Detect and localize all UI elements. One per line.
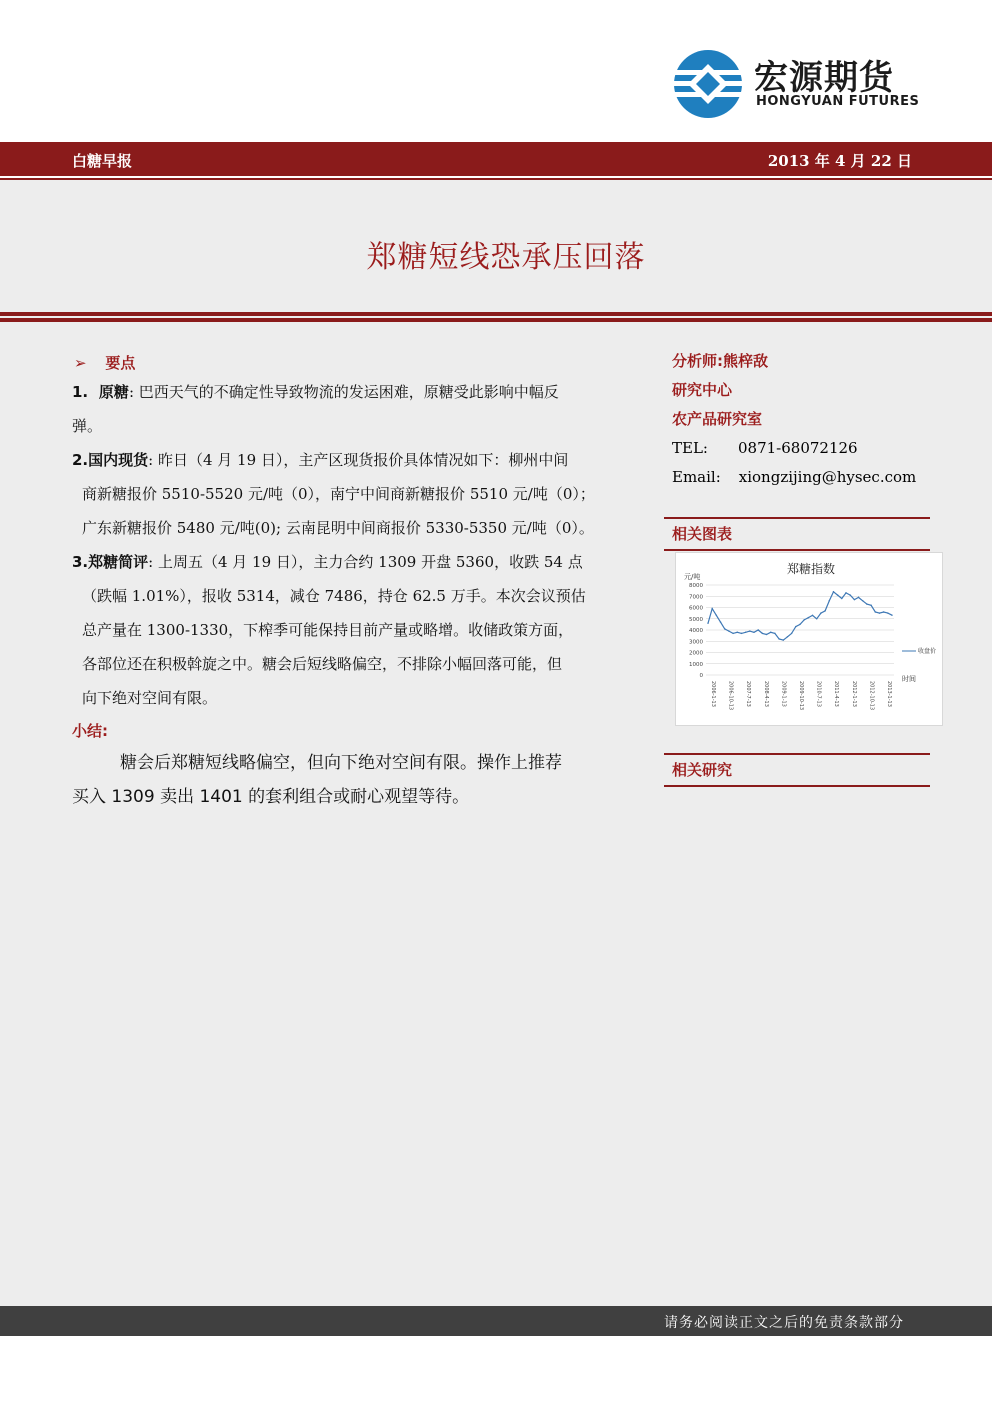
chart-data-point — [749, 630, 750, 631]
point-text: 向下绝对空间有限。 — [82, 689, 218, 707]
chart-data-point — [757, 629, 758, 630]
chart-data-point — [791, 633, 792, 634]
chart-x-tick-label: 2006-10-13 — [727, 681, 734, 711]
chart-x-tick-label: 2006-1-13 — [710, 681, 716, 707]
chart-data-point — [862, 600, 863, 601]
chart-data-point — [879, 612, 880, 613]
chart-data-point — [849, 594, 850, 595]
chart-data-point — [766, 634, 767, 635]
chart-x-tick-label: 2009-1-13 — [780, 681, 787, 707]
summary-heading — [72, 714, 642, 748]
chart-gridlines — [706, 585, 894, 675]
chart-y-tick-label: 0 — [699, 673, 703, 679]
point-text: 总产量在 1300-1330，下榨季可能保持目前产量或略增。收储政策方面， — [82, 621, 574, 639]
chart-x-tick-label: 2012-1-13 — [850, 681, 857, 707]
chart-data-point — [870, 605, 871, 606]
point-text: : 昨日（4 月 19 日），主产区现货报价具体情况如下：柳州中间 — [148, 451, 569, 469]
chart-data-point — [762, 633, 763, 634]
chart-data-point — [816, 618, 817, 619]
chart-data-point — [770, 632, 771, 633]
summary-line: 买入 1309 卖出 1401 的套利组合或耐心观望等待。 — [72, 787, 470, 807]
research-dept: 农产品研究室 — [672, 410, 763, 428]
research-center: 研究中心 — [672, 381, 733, 399]
report-title: 郑糖短线恐承压回落 — [366, 240, 646, 275]
chart-data-point — [720, 621, 721, 622]
bullet-arrow-icon: ➢ — [74, 354, 87, 372]
point-domestic-spot — [72, 443, 642, 545]
point-text: 各部位还在积极斡旋之中。糖会后短线略偏空，不排除小幅回落可能，但 — [82, 655, 563, 673]
chart-data-point — [774, 633, 775, 634]
disclaimer-footer — [0, 1306, 992, 1336]
point-number: 2. — [72, 451, 89, 469]
point-zhengzhou-review — [72, 545, 642, 715]
report-header-bar — [0, 142, 992, 176]
email-label: Email: — [672, 468, 721, 486]
point-label: 郑糖简评 — [88, 553, 149, 571]
chart-data-point — [866, 603, 867, 604]
chart-x-tick-label: 2011-4-13 — [833, 681, 840, 707]
chart-data-point — [841, 598, 842, 599]
point-text: : 上周五（4 月 19 日），主力合约 1309 开盘 5360，收跌 54 点 — [148, 553, 583, 571]
point-text: 商新糖报价 5510-5520 元/吨（0），南宁中间商新糖报价 5510 元/吨（0）； — [82, 485, 595, 503]
chart-data-point — [812, 615, 813, 616]
chart-data-point — [858, 597, 859, 598]
chart-data-point — [887, 612, 888, 613]
chart-data-point — [803, 619, 804, 620]
tel-label: TEL: — [672, 439, 708, 457]
chart-data-point — [799, 624, 800, 625]
chart-data-point — [745, 632, 746, 633]
chart-y-tick-label: 8000 — [689, 583, 703, 589]
chart-data-point — [875, 611, 876, 612]
logo-icon — [672, 48, 744, 120]
point-text: 弹。 — [72, 417, 103, 435]
chart-y-ticks — [689, 583, 704, 679]
point-number: 1. — [72, 383, 89, 401]
chart-data-point — [854, 599, 855, 600]
chart-x-axis-label: 时间 — [902, 675, 916, 683]
chart-data-point — [732, 633, 733, 634]
tel-value: 0871-68072126 — [737, 439, 858, 457]
summary-label: 小结: — [72, 722, 108, 740]
chart-data-point — [883, 611, 884, 612]
analyst-name: 分析师:熊梓敌 — [672, 352, 768, 370]
chart-data-point — [891, 615, 892, 616]
chart-data-point — [753, 632, 754, 633]
related-research-label: 相关研究 — [672, 761, 733, 779]
report-date: 2013 年 4 月 22 日 — [767, 152, 912, 170]
point-label: 国内现货 — [88, 451, 149, 469]
chart-x-tick-label: 2012-10-13 — [868, 681, 875, 711]
chart-data-point — [741, 633, 742, 634]
chart-data-point — [707, 623, 708, 624]
point-text: 广东新糖报价 5480 元/吨(0); 云南昆明中间商报价 5330-5350 元/吨（0）。 — [82, 519, 594, 537]
chart-data-point — [845, 592, 846, 593]
chart-x-ticks — [710, 681, 892, 710]
point-text: （跌幅 1.01%），报收 5314，减仓 7486，持仓 62.5 万手。本次会议预估 — [82, 587, 586, 605]
chart-data-point — [737, 632, 738, 633]
chart-y-tick-label: 6000 — [689, 605, 703, 612]
point-text: : 巴西天气的不确定性导致物流的发运困难，原糖受此影响中幅反 — [128, 383, 559, 401]
chart-data-point — [711, 608, 712, 609]
chart-y-tick-label: 7000 — [689, 594, 703, 601]
disclaimer-text[interactable]: 请务必阅读正文之后的免责条款部分 — [664, 1315, 904, 1331]
chart-y-tick-label: 2000 — [689, 650, 703, 657]
logo-text-en: HONGYUAN FUTURES — [756, 94, 920, 109]
chart-y-tick-label: 4000 — [689, 628, 703, 634]
chart-data-point — [833, 591, 834, 592]
summary-text — [72, 746, 642, 814]
summary-line: 糖会后郑糖短线略偏空，但向下绝对空间有限。操作上推荐 — [120, 753, 562, 773]
chart-x-tick-label: 2009-10-13 — [798, 681, 804, 711]
email-value[interactable]: xiongzijing@hysec.com — [738, 468, 917, 486]
key-points-label: 要点 — [105, 354, 136, 372]
chart-x-tick-label: 2013-1-13 — [886, 681, 892, 707]
report-type: 白糖早报 — [72, 152, 133, 170]
chart-data-point — [724, 628, 725, 629]
chart-data-point — [820, 612, 821, 613]
chart-data-point — [837, 594, 838, 595]
related-charts-heading — [664, 517, 930, 551]
point-number: 3. — [72, 553, 89, 571]
chart-data-point — [778, 638, 779, 639]
chart-x-tick-label: 2008-4-13 — [762, 681, 769, 707]
company-logo — [672, 44, 922, 124]
chart-data-point — [728, 630, 729, 631]
logo-text-cn: 宏源期货 — [754, 58, 894, 98]
chart-y-tick-label: 5000 — [689, 616, 703, 623]
chart-legend-label: 收盘价 — [918, 648, 937, 655]
related-research-heading — [664, 753, 930, 787]
chart-y-axis-label: 元/吨 — [684, 573, 701, 581]
chart-data-point — [716, 615, 717, 616]
point-raw-sugar — [72, 375, 642, 443]
chart-data-point — [824, 610, 825, 611]
title-divider — [0, 318, 992, 322]
chart-data-point — [795, 626, 796, 627]
chart-svg — [676, 553, 942, 725]
chart-data-point — [787, 636, 788, 637]
title-divider — [0, 312, 992, 316]
related-charts-label: 相关图表 — [672, 525, 733, 543]
chart-y-tick-label: 1000 — [689, 661, 703, 668]
sugar-index-chart — [675, 552, 943, 726]
chart-x-tick-label: 2007-7-13 — [745, 681, 752, 707]
chart-data-point — [829, 600, 830, 601]
chart-x-tick-label: 2010-7-13 — [815, 681, 822, 707]
chart-title: 郑糖指数 — [786, 562, 836, 576]
chart-series-line — [708, 592, 892, 640]
analyst-info — [672, 347, 916, 492]
chart-data-point — [808, 617, 809, 618]
point-label: 原糖 — [98, 383, 129, 401]
chart-y-tick-label: 3000 — [689, 639, 703, 646]
chart-data-point — [783, 639, 784, 640]
